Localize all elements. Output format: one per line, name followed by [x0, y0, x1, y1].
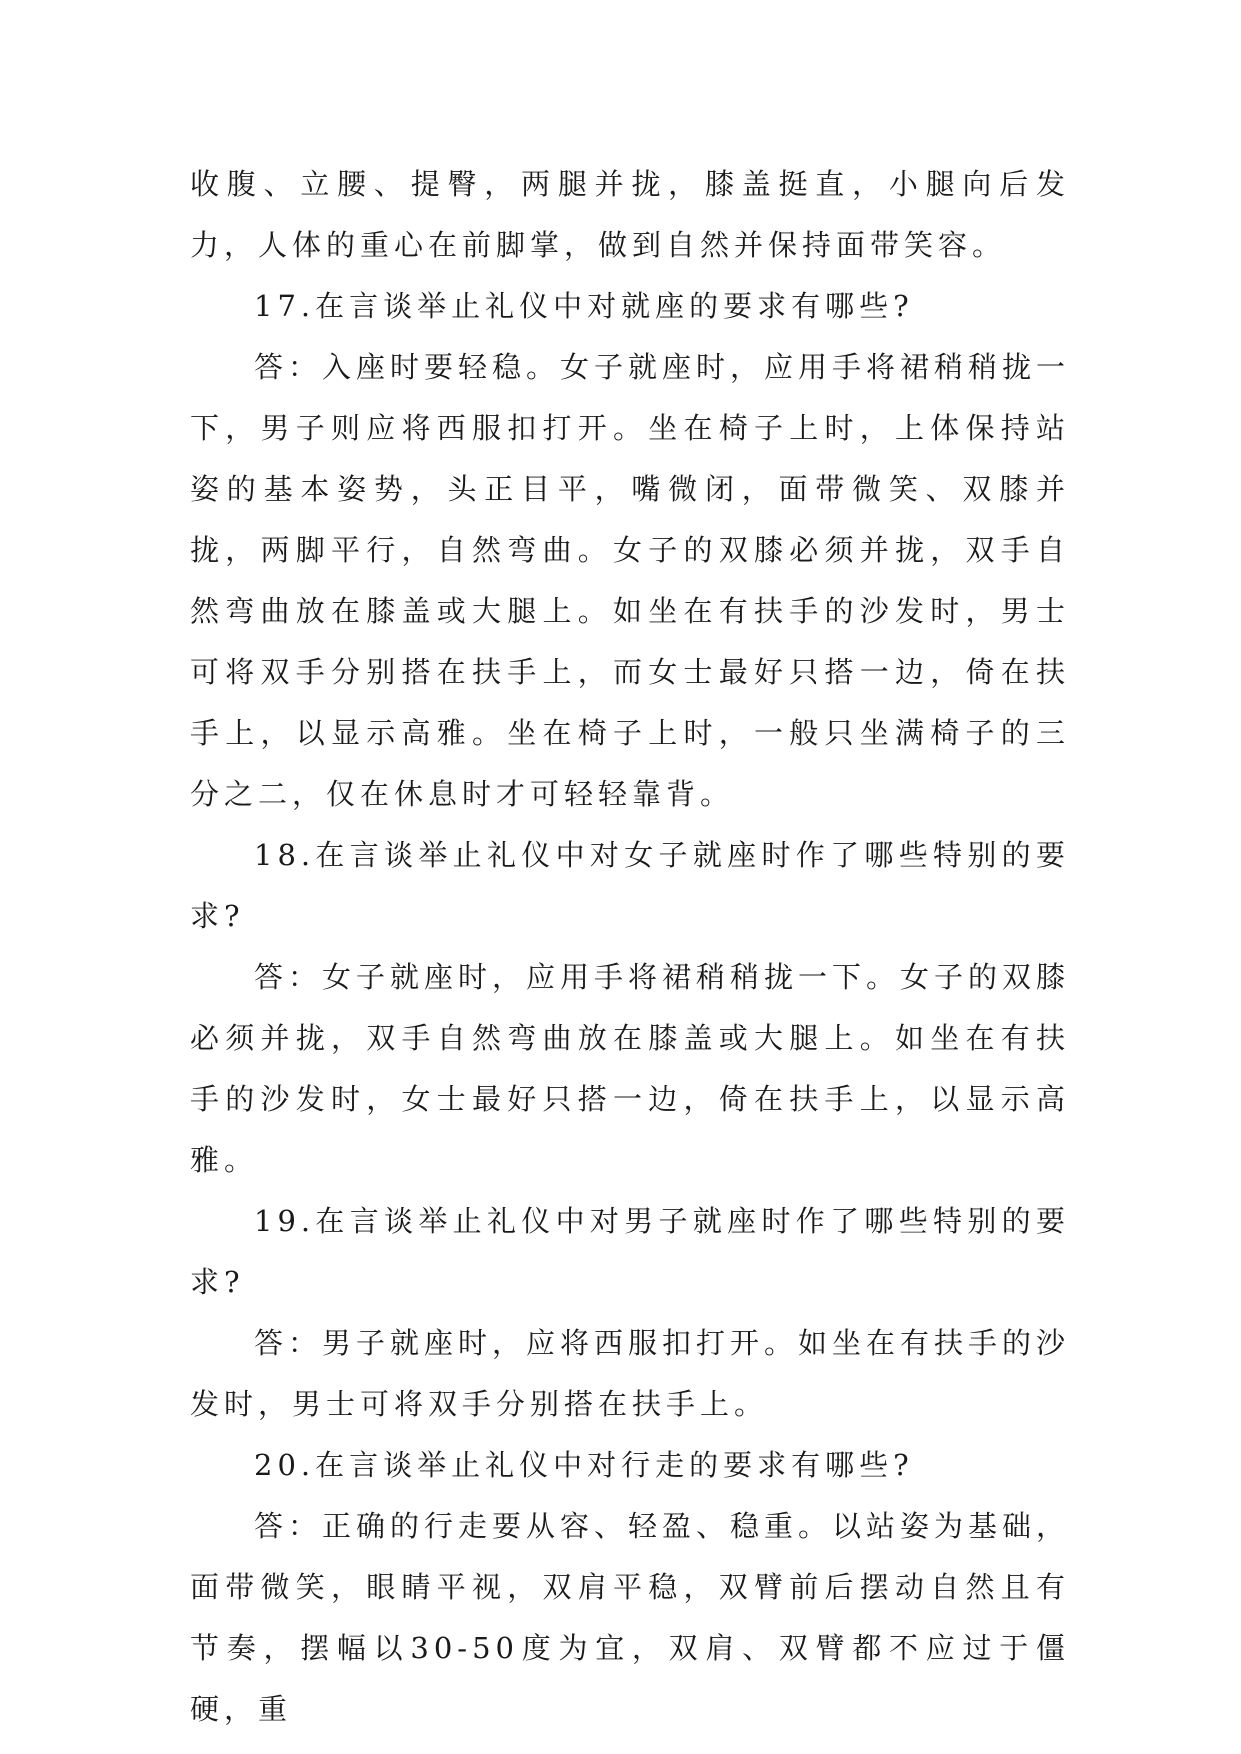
answer-18: 答：女子就座时，应用手将裙稍稍拢一下。女子的双膝必须并拢，双手自然弯曲放在膝盖或大腿上。如坐在有扶手的沙发时，女士最好只搭一边，倚在扶手上，以显示高雅。	[190, 960, 1071, 1177]
paragraph-continuation: 收腹、立腰、提臀，两腿并拢，膝盖挺直，小腿向后发力，人体的重心在前脚掌，做到自然并保持面带笑容。	[190, 167, 1070, 262]
answer-20: 答：正确的行走要从容、轻盈、稳重。以站姿为基础，面带微笑，眼睛平视，双肩平稳，双臂前后摆动自然且有节奏，摆幅以30-50度为宜，双肩、双臂都不应过于僵硬，重	[190, 1509, 1071, 1726]
answer-19: 答：男子就座时，应将西服扣打开。如坐在有扶手的沙发时，男士可将双手分别搭在扶手上。	[190, 1326, 1071, 1421]
document-page	[190, 154, 1070, 1740]
question-19: 19.在言谈举止礼仪中对男子就座时作了哪些特别的要求?	[190, 1204, 1070, 1299]
answer-17: 答：入座时要轻稳。女子就座时，应用手将裙稍稍拢一下，男子则应将西服扣打开。坐在椅子上时，上体保持站姿的基本姿势，头正目平，嘴微闭，面带微笑、双膝并拢，两脚平行，自然弯曲。女子的双膝必须并拢，双手自然弯曲放在膝盖或大腿上。如坐在有扶手的沙发时，男士可将双手分别搭在扶手上，而女士最好只搭一边，倚在扶手上，以显示高雅。坐在椅子上时，一般只坐满椅子的三分之二，仅在休息时才可轻轻靠背。	[190, 350, 1071, 811]
question-20: 20.在言谈举止礼仪中对行走的要求有哪些?	[254, 1448, 914, 1482]
question-17: 17.在言谈举止礼仪中对就座的要求有哪些?	[254, 289, 914, 323]
question-18: 18.在言谈举止礼仪中对女子就座时作了哪些特别的要求?	[190, 838, 1070, 933]
